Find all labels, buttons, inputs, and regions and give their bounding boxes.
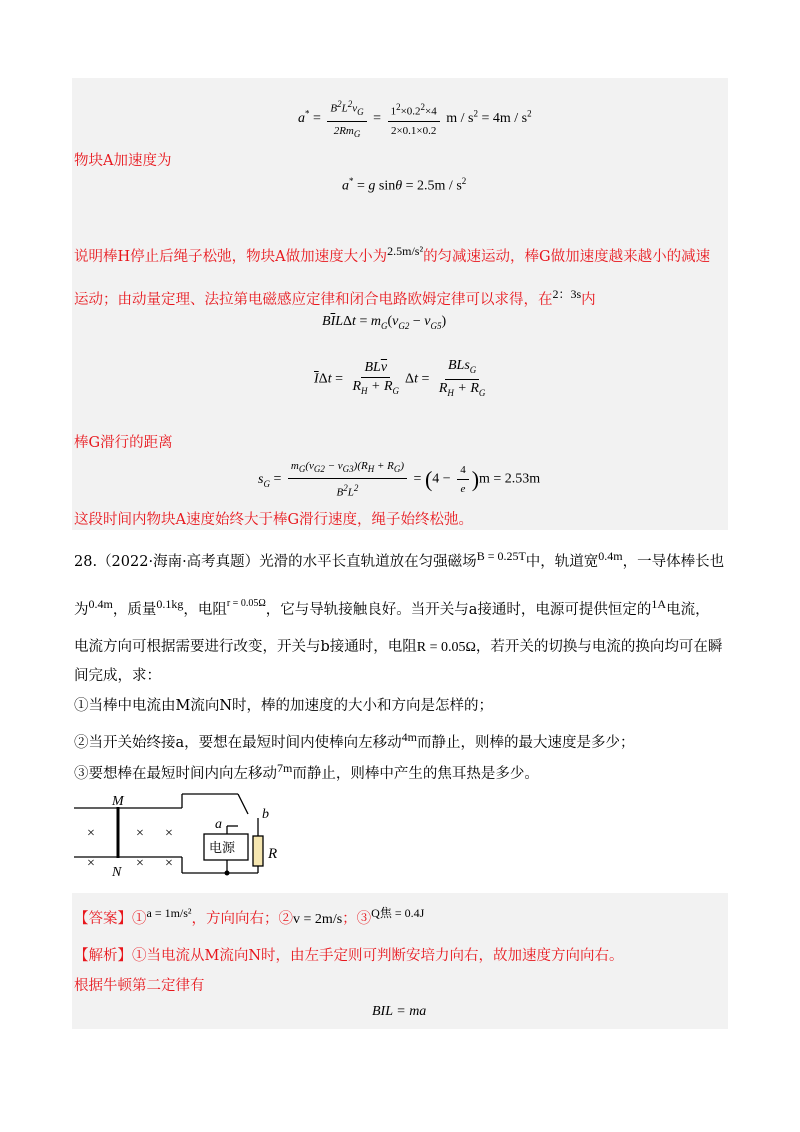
field-cross: × <box>87 826 95 841</box>
equation-momentum: $B\overline{I}L\Delta t = m_G(v_{G2} - v_{G5})$ <box>322 314 447 331</box>
question-1: ①当棒中电流由M流向N时，棒的加速度的大小和方向是怎样的； <box>74 698 494 714</box>
analysis-line: 【解析】①当电流从M流向N时，由左手定则可判断安培力向右，故加速度方向向右。 <box>74 948 624 964</box>
conclusion-line: 这段时间内物块A速度始终大于棒G滑行速度，绳子始终松弛。 <box>74 512 474 528</box>
circuit-diagram <box>72 788 292 884</box>
equation-distance: $s_G$ = $\frac{m_G(v_{G2} - v_{G3})(R_H + R_G)}{B^2L^2}$ = (4 − $\frac{4}{e}$ )m = 2.53m <box>258 460 541 499</box>
resistor-R <box>253 836 263 866</box>
equation-a-star: a* = $\frac{B^2L^2v_G}{2Rm_G}$ = $\frac{1^2\times 0.2^2\times 4}{2\times 0.1\times 0.2}$ $m / s^2 = 4m / s^2$ <box>298 96 532 142</box>
magnetic-field-crosses <box>87 826 173 871</box>
junction-dot <box>225 871 230 876</box>
newton-label: 根据牛顿第二定律有 <box>74 978 205 994</box>
equation-newton: BIL = ma <box>372 1004 427 1019</box>
field-cross: × <box>136 856 144 871</box>
label-block-acceleration: 物块A加速度为 <box>74 153 172 169</box>
label-b: b <box>262 807 269 822</box>
question-2: ②当开关始终接a，要想在最短时间内使棒向左移动$^{4m}$而静止，则棒的最大速度是多少； <box>74 730 635 751</box>
field-cross: × <box>87 856 95 871</box>
problem-line-2: 为$^{0.4m}$，质量$^{0.1kg}$，电阻$^{r = 0.05\Omega}$，它与导轨接触良好。当开关与a接通时，电源可提供恒定的$^{1A}$电流， <box>74 597 710 618</box>
problem-line-3: 电流方向可根据需要进行改变，开关与b接通时，电阻R = 0.05Ω，若开关的切换与电流的换向均可在瞬 <box>74 639 723 655</box>
label-a: a <box>215 817 222 832</box>
label-R: R <box>268 846 278 862</box>
equation-block-acceleration: a* = g $\sin\theta = 2.5m / s^2$ <box>342 176 467 194</box>
power-source-label: 电源 <box>209 841 236 856</box>
problem-line-4: 间完成，求： <box>74 668 161 684</box>
field-cross: × <box>165 826 173 841</box>
field-cross: × <box>136 826 144 841</box>
question-3: ③要想棒在最短时间内向左移动$^{7m}$而静止，则棒中产生的焦耳热是多少。 <box>74 761 539 782</box>
explanation-line-2: 运动；由动量定理、法拉第电磁感应定律和闭合电路欧姆定律可以求得，在$^{2:3s}$内 <box>74 287 596 308</box>
label-N: N <box>112 865 122 880</box>
explanation-line-1: 说明棒H停止后绳子松弛，物块A做加速度大小为$^{2.5m/s^2}$的匀减速运动，棒G做加速度越来越小的减速 <box>74 244 711 265</box>
label-M: M <box>112 794 124 809</box>
field-cross: × <box>165 856 173 871</box>
equation-charge: $\overline{I}\Delta t$ = $\frac{BL\overline{v}}{R_H + R_G}$ Δt = $\frac{BLs_G}{R_H + R_G}$ <box>314 358 486 398</box>
label-slide-distance: 棒G滑行的距离 <box>74 435 173 451</box>
answer-line: 【答案】①$^{a = 1m/s^2}$，方向向右；②v = 2m/s；③$^{Q焦 = 0.4J}$ <box>74 906 425 927</box>
problem-line-1: 28.（2022·海南·高考真题）光滑的水平长直轨道放在匀强磁场$^{B = 0.25T}$中，轨道宽$^{0.4m}$，一导体棒长也 <box>74 549 725 570</box>
switch-blade <box>238 794 248 814</box>
